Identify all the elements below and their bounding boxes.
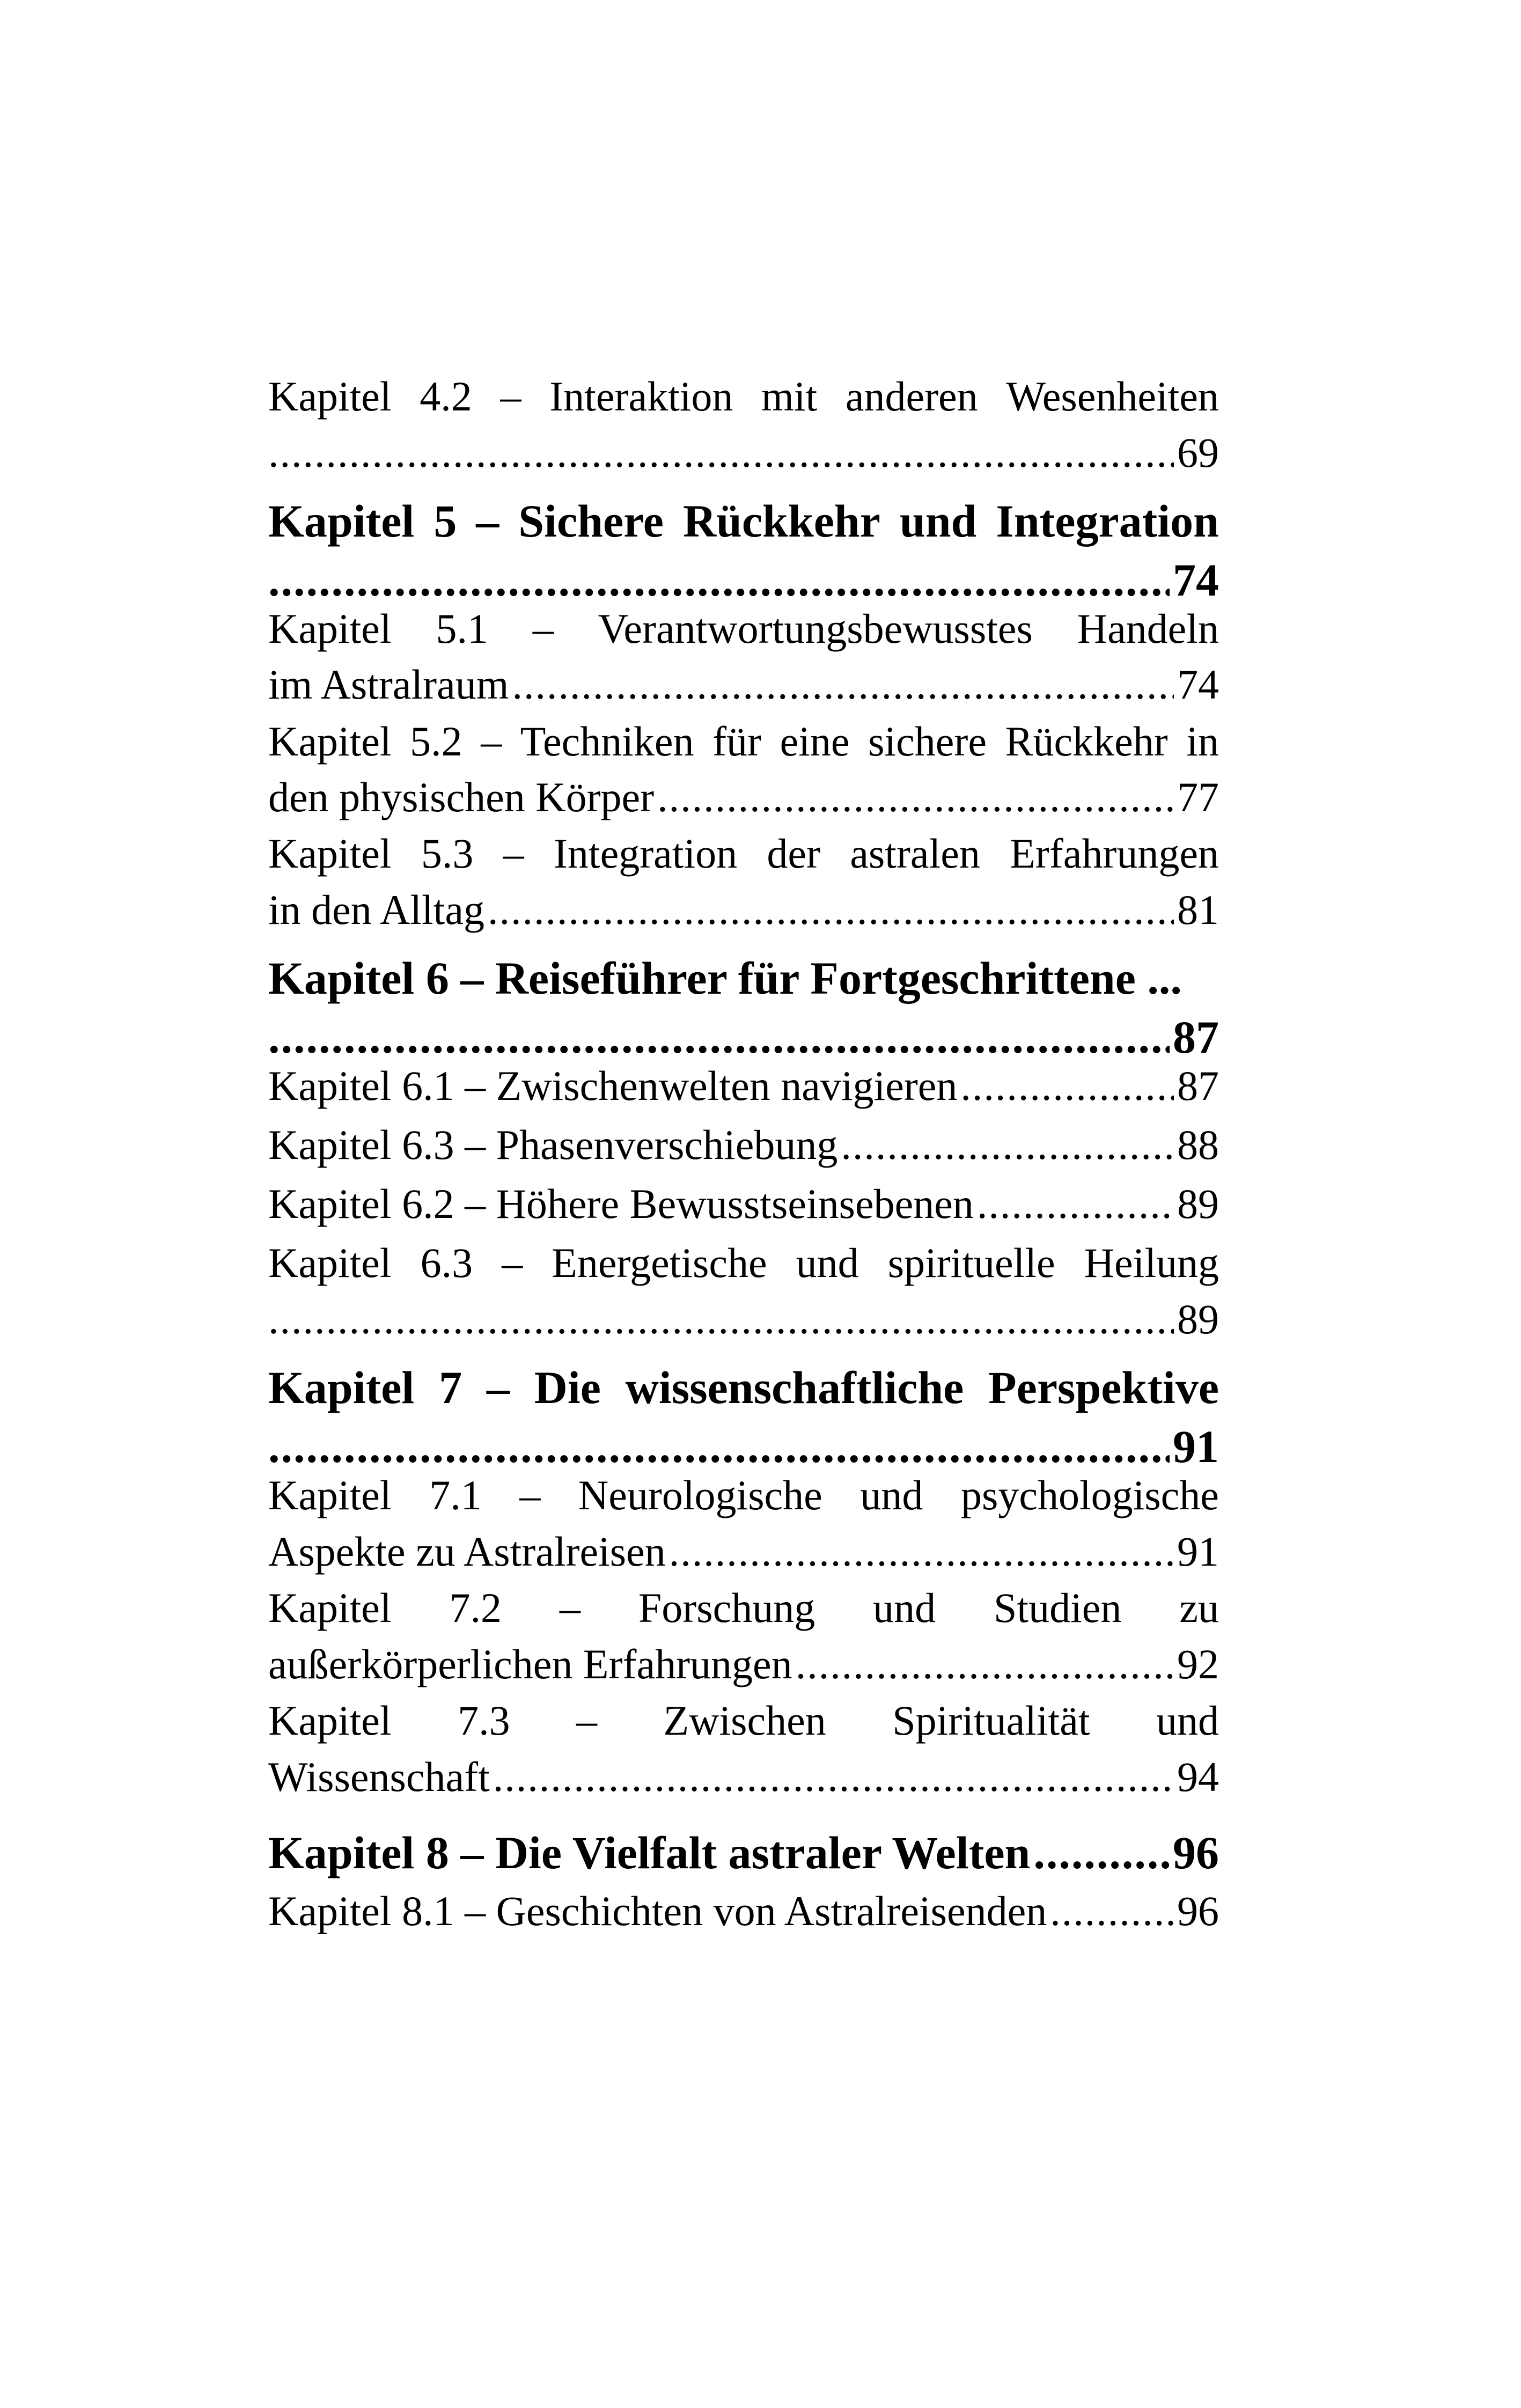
toc-text: Kapitel 6.3 – Phasenverschiebung xyxy=(268,1121,838,1168)
toc-entry-5-3-line1 xyxy=(268,830,1219,877)
toc-word: Spiritualität xyxy=(892,1697,1090,1744)
toc-word: in xyxy=(1186,718,1219,765)
toc-entry-7-1-line2 xyxy=(268,1528,1219,1575)
page-number: 96 xyxy=(1173,1827,1219,1878)
page-number: 89 xyxy=(1177,1180,1219,1227)
toc-word: – xyxy=(502,1239,523,1286)
dot-leader xyxy=(268,1423,1170,1470)
toc-word: und xyxy=(873,1584,936,1631)
page-number: 96 xyxy=(1177,1888,1219,1934)
toc-word: Kapitel xyxy=(268,1472,392,1518)
page-number: 74 xyxy=(1173,554,1219,606)
toc-entry-6-3b-line2 xyxy=(268,1298,1219,1340)
page-number: 94 xyxy=(1177,1753,1219,1800)
toc-word: anderen xyxy=(845,373,978,420)
toc-word: mit xyxy=(761,373,818,420)
dot-leader xyxy=(1033,1830,1170,1876)
toc-entry-7-2-line2 xyxy=(268,1643,1219,1685)
toc-text: im Astralraum xyxy=(268,661,509,708)
toc-word: 7 xyxy=(439,1362,462,1413)
page-number: 91 xyxy=(1173,1421,1219,1472)
toc-word: Kapitel xyxy=(268,495,415,547)
toc-text: Aspekte zu Astralreisen xyxy=(268,1528,666,1575)
toc-entry-7-2-line1 xyxy=(268,1584,1219,1631)
toc-word: Techniken xyxy=(520,718,694,765)
toc-entry-5-1-line1 xyxy=(268,605,1219,652)
toc-heading-5-line1 xyxy=(268,495,1219,547)
toc-word: Integration xyxy=(553,830,738,877)
dot-leader xyxy=(268,1298,1174,1340)
toc-entry-8-1 xyxy=(268,1890,1219,1932)
toc-word: der xyxy=(767,830,821,877)
toc-heading-6-line1 xyxy=(268,952,1219,1004)
page-number: 87 xyxy=(1177,1062,1219,1109)
toc-word: Verantwortungsbewusstes xyxy=(598,605,1033,652)
toc-word: Zwischen xyxy=(663,1697,826,1744)
page-number: 87 xyxy=(1173,1011,1219,1063)
toc-entry-5-1-line2 xyxy=(268,661,1219,708)
toc-entry-4-2-line2 xyxy=(268,429,1219,476)
dot-leader xyxy=(841,1124,1174,1166)
toc-word: psychologische xyxy=(961,1472,1219,1518)
toc-entry-5-2-line2 xyxy=(268,776,1219,818)
toc-word: Kapitel xyxy=(268,1239,392,1286)
toc-word: Wesenheiten xyxy=(1006,373,1219,420)
toc-word: Neurologische xyxy=(578,1472,822,1518)
page-number: 92 xyxy=(1177,1641,1219,1687)
toc-word: Studien xyxy=(994,1584,1122,1631)
toc-word: Interaktion xyxy=(549,373,733,420)
toc-word: – xyxy=(532,605,554,652)
toc-word: 7.2 xyxy=(449,1584,502,1631)
toc-word: Die xyxy=(534,1362,601,1413)
toc-entry-7-3-line2 xyxy=(268,1753,1219,1800)
toc-text: in den Alltag xyxy=(268,886,484,933)
toc-word: und xyxy=(796,1239,859,1286)
page-number: 89 xyxy=(1177,1296,1219,1342)
toc-entry-7-3-line1 xyxy=(268,1697,1219,1744)
toc-heading-5-line2 xyxy=(268,554,1219,606)
toc-word: Integration xyxy=(996,495,1219,547)
toc-word: Forschung xyxy=(638,1584,815,1631)
toc-word: 5.3 xyxy=(421,830,474,877)
toc-entry-5-3-line2 xyxy=(268,886,1219,933)
dot-leader xyxy=(493,1756,1174,1798)
page-number: 81 xyxy=(1177,886,1219,933)
toc-word: Energetische xyxy=(552,1239,767,1286)
toc-entry-6-2 xyxy=(268,1180,1219,1227)
dot-leader xyxy=(960,1065,1174,1107)
toc-entry-5-2-line1 xyxy=(268,718,1219,765)
toc-word: wissenschaftliche xyxy=(625,1362,964,1413)
page-number: 88 xyxy=(1177,1121,1219,1168)
dot-leader xyxy=(488,889,1174,931)
toc-word: – xyxy=(559,1584,581,1631)
toc-word: Rückkehr xyxy=(1005,718,1168,765)
toc-word: Kapitel xyxy=(268,1584,392,1631)
toc-word: – xyxy=(576,1697,598,1744)
toc-heading-6-line2 xyxy=(268,1011,1219,1063)
dot-leader xyxy=(669,1531,1174,1573)
toc-word: Kapitel xyxy=(268,718,392,765)
toc-word: Handeln xyxy=(1077,605,1219,652)
dot-leader xyxy=(268,432,1174,474)
dot-leader xyxy=(1050,1890,1174,1932)
toc-word: spirituelle xyxy=(887,1239,1055,1286)
toc-word: Perspektive xyxy=(988,1362,1219,1413)
dot-leader xyxy=(268,557,1170,603)
toc-word: – xyxy=(486,1362,510,1413)
toc-word: – xyxy=(503,830,524,877)
toc-word: 7.3 xyxy=(458,1697,510,1744)
page-number: 69 xyxy=(1177,429,1219,476)
toc-word: astralen xyxy=(850,830,980,877)
toc-word: und xyxy=(899,495,977,547)
toc-heading-7-line2 xyxy=(268,1423,1219,1470)
toc-word: 6.3 xyxy=(420,1239,473,1286)
page-number: 74 xyxy=(1177,661,1219,708)
toc-entry-6-3a xyxy=(268,1121,1219,1168)
toc-word: und xyxy=(860,1472,923,1518)
toc-word: Erfahrungen xyxy=(1010,830,1219,877)
toc-word: – xyxy=(500,373,521,420)
toc-entry-6-1 xyxy=(268,1062,1219,1109)
page-number: 91 xyxy=(1177,1528,1219,1575)
toc-word: eine xyxy=(780,718,850,765)
toc-word: 5 xyxy=(433,495,457,547)
toc-word: – xyxy=(476,495,499,547)
toc-word: Kapitel xyxy=(268,1362,415,1413)
dot-leader xyxy=(512,664,1174,706)
toc-entry-7-1-line1 xyxy=(268,1474,1219,1516)
toc-word: Kapitel xyxy=(268,605,392,652)
toc-heading-8 xyxy=(268,1827,1219,1878)
toc-text: Kapitel 6.1 – Zwischenwelten navigieren xyxy=(268,1062,958,1109)
dot-leader xyxy=(657,776,1174,818)
toc-word: für xyxy=(712,718,762,765)
toc-word: Kapitel xyxy=(268,830,392,877)
toc-word: Kapitel xyxy=(268,1697,392,1744)
toc-word: 7.1 xyxy=(429,1472,482,1518)
toc-text: Wissenschaft xyxy=(268,1753,490,1800)
toc-word: Rückkehr xyxy=(682,495,880,547)
toc-text: den physischen Körper xyxy=(268,774,655,820)
toc-word: und xyxy=(1156,1697,1219,1744)
toc-text: Kapitel 6.2 – Höhere Bewusstseinsebenen xyxy=(268,1180,974,1227)
toc-word: 4.2 xyxy=(420,373,472,420)
toc-word: – xyxy=(519,1472,541,1518)
toc-word: 5.1 xyxy=(436,605,488,652)
dot-leader xyxy=(977,1183,1174,1225)
page-number: 77 xyxy=(1177,774,1219,820)
toc-word: zu xyxy=(1179,1584,1219,1631)
toc-word: Heilung xyxy=(1084,1239,1219,1286)
toc-word: Kapitel xyxy=(268,373,392,420)
toc-text: Kapitel 8.1 – Geschichten von Astralreisenden xyxy=(268,1888,1047,1934)
dot-leader xyxy=(796,1643,1174,1685)
dot-leader xyxy=(268,1014,1170,1060)
toc-entry-4-2-line1 xyxy=(268,373,1219,420)
toc-word: Sichere xyxy=(518,495,664,547)
toc-text: Kapitel 6 – Reiseführer für Fortgeschrittene ... xyxy=(268,952,1182,1004)
toc-word: – xyxy=(481,718,502,765)
toc-text: Kapitel 8 – Die Vielfalt astraler Welten xyxy=(268,1827,1031,1878)
toc-word: sichere xyxy=(868,718,987,765)
toc-entry-6-3b-line1 xyxy=(268,1239,1219,1286)
toc-word: 5.2 xyxy=(410,718,462,765)
toc-text: außerkörperlichen Erfahrungen xyxy=(268,1641,792,1687)
toc-heading-7-line1 xyxy=(268,1364,1219,1411)
